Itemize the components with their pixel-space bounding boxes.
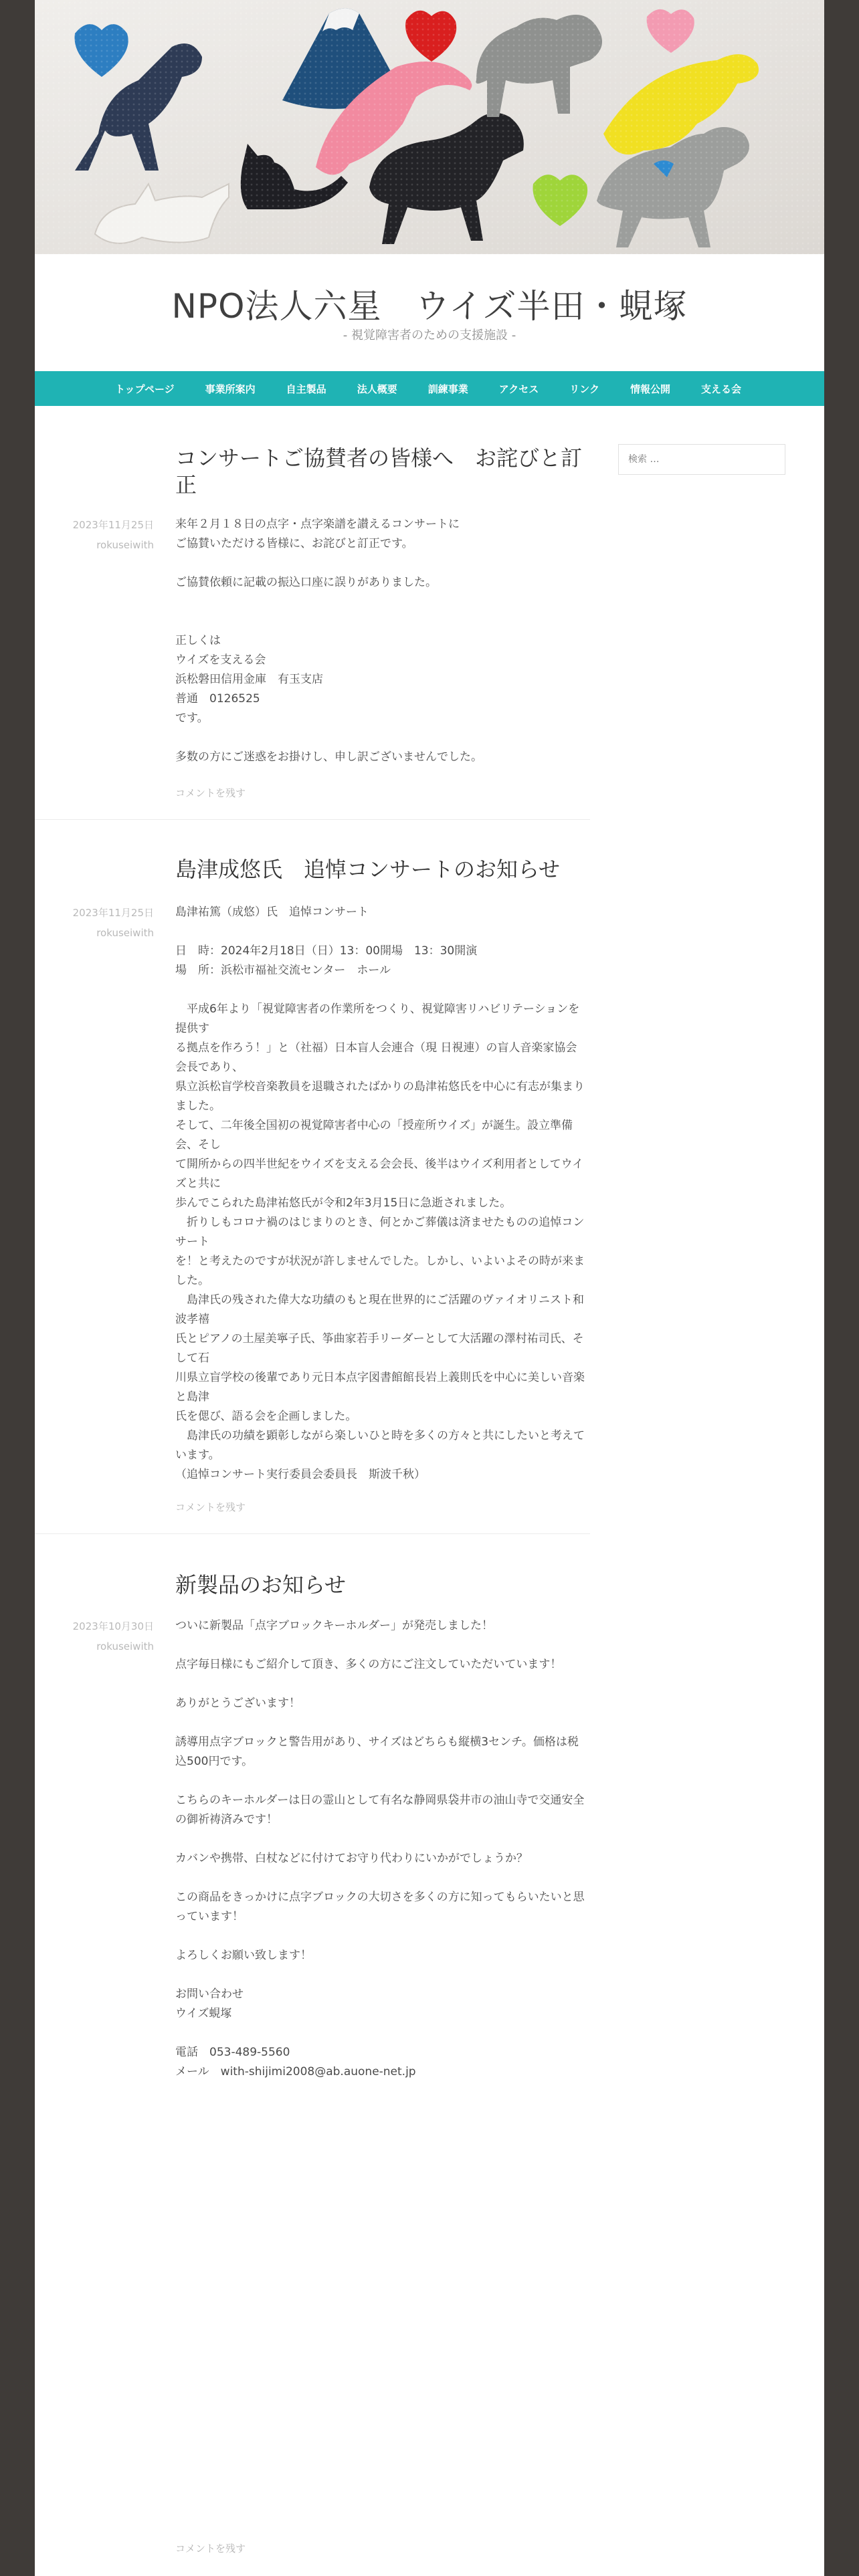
- post-paragraph: [175, 593, 587, 612]
- post-title[interactable]: 新製品のお知らせ: [175, 1572, 347, 1598]
- nav-item-office-guide[interactable]: 事業所案内: [205, 383, 256, 395]
- post-paragraph: 電話 053-489-5560: [175, 2046, 290, 2059]
- site-masthead: [35, 254, 824, 371]
- post-paragraph: カバンや携帯、白杖などに付けてお守り代わりにいかがでしょうか？: [175, 1852, 528, 1865]
- leave-comment-link[interactable]: コメントを残す: [175, 1501, 246, 1513]
- post-divider: [35, 1533, 590, 1534]
- post-paragraph: 川県立盲学校の後輩であり元日本点字図書館館長岩上義則氏を中心に美しい音楽と島津: [175, 1371, 585, 1404]
- post-paragraph: ウイズ蜆塚: [175, 2007, 232, 2020]
- post-paragraph: 点字毎日様にもご紹介して頂き、多くの方にご注文していただいています！: [175, 1658, 562, 1671]
- post-paragraph: 多数の方にご迷惑をお掛けし、申し訳ございませんでした。: [175, 750, 482, 764]
- post-paragraph: 折りしもコロナ禍のはじまりのとき、何とかご葬儀は済ませたものの追悼コンサート: [175, 1216, 585, 1249]
- post-paragraph: [175, 2024, 587, 2043]
- post-paragraph: 正しくは: [175, 634, 221, 647]
- post-content: [175, 903, 587, 1485]
- post-paragraph: る拠点を作ろう！」と（社福）日本盲人会連合（現 日視連）の盲人音楽家協会会長であり、: [175, 1041, 577, 1074]
- nav-item-disclosure[interactable]: 情報公開: [630, 383, 670, 395]
- nav-item-training[interactable]: 訓練事業: [427, 383, 468, 395]
- post-paragraph: 氏とピアノの土屋美寧子氏、筝曲家若手リーダーとして大活躍の澤村祐司氏、そして石: [175, 1332, 584, 1365]
- post-paragraph: [175, 728, 587, 748]
- post-paragraph: 日 時：2024年2月18日（日）13：00開場 13：30開演: [175, 944, 478, 958]
- post-title[interactable]: 島津成悠氏 追悼コンサートのお知らせ: [175, 857, 561, 882]
- post-meta: [35, 1616, 154, 1656]
- post-meta: [35, 515, 154, 555]
- post-paragraph: そして、二年後全国初の視覚障害者中心の「授産所ウイズ」が誕生。設立準備会、そし: [175, 1119, 573, 1152]
- post-paragraph: [175, 1927, 587, 1946]
- post-paragraph: 誘導用点字ブロックと警告用があり、サイズはどちらも縦横3センチ。価格は税込500円です。: [175, 1735, 579, 1768]
- post-content: [175, 515, 587, 767]
- post-paragraph: 島津氏の残された偉大な功績のもと現在世界的にご活躍のヴァイオリニスト和波孝禧: [175, 1293, 584, 1326]
- nav-menu: [115, 371, 741, 406]
- post-paragraph: こちらのキーホルダーは日の霊山として有名な静岡県袋井市の油山寺で交通安全の御祈祷済みです！: [175, 1794, 585, 1826]
- nav-item-supporters[interactable]: 支える会: [701, 383, 742, 395]
- nav-item-top[interactable]: トップページ: [115, 383, 175, 395]
- nav-item-links[interactable]: リンク: [569, 383, 599, 395]
- post-content: [175, 1616, 587, 2082]
- post-paragraph: 歩んでこられた島津祐悠氏が令和2年3月15日に急逝されました。: [175, 1196, 512, 1210]
- post-paragraph: です。: [175, 712, 209, 725]
- post-paragraph: [175, 1965, 587, 1985]
- post-paragraph: [175, 612, 587, 631]
- post-paragraph: ついに新製品「点字ブロックキーホルダー」が発売しました！: [175, 1619, 493, 1632]
- post-paragraph: [175, 1675, 587, 1694]
- post-paragraph: [175, 1868, 587, 1888]
- post-paragraph: 氏を偲び、語る会を企画しました。: [175, 1410, 357, 1423]
- site-title[interactable]: NPO法人六星 ウイズ半田・蜆塚: [171, 287, 688, 326]
- post-meta: [35, 903, 154, 943]
- post-paragraph: この商品をきっかけに点字ブロックの大切さを多くの方に知ってもらいたいと思っています！: [175, 1891, 585, 1923]
- post-date[interactable]: 2023年10月30日: [72, 1620, 154, 1632]
- post-paragraph: 来年２月１８日の点字・点字楽譜を讃えるコンサートに: [175, 518, 460, 531]
- leave-comment-link[interactable]: コメントを残す: [175, 787, 246, 799]
- post-paragraph: ご協賛依頼に記載の振込口座に誤りがありました。: [175, 576, 437, 589]
- banner-illustration: [35, 0, 824, 254]
- header-banner-image: [35, 0, 824, 254]
- post-paragraph: [175, 1772, 587, 1791]
- post-paragraph: [175, 1713, 587, 1733]
- post-divider: [35, 819, 590, 820]
- post-paragraph: [175, 1830, 587, 1849]
- post-paragraph: [175, 1636, 587, 1655]
- post-paragraph: ウイズを支える会: [175, 653, 266, 667]
- post-paragraph: て開所からの四半世紀をウイズを支える会会長、後半はウイズ利用者としてウイズと共に: [175, 1158, 584, 1190]
- post-paragraph: よろしくお願い致します！: [175, 1949, 312, 1962]
- post-paragraph: 平成6年より「視覚障害者の作業所をつくり、視覚障害リハビリテーションを提供す: [175, 1002, 580, 1035]
- post-paragraph: ありがとうございます！: [175, 1697, 300, 1710]
- leave-comment-link[interactable]: コメントを残す: [175, 2543, 246, 2555]
- post-author[interactable]: rokuseiwith: [96, 1640, 154, 1652]
- post-author[interactable]: rokuseiwith: [96, 539, 154, 551]
- page-container: [35, 0, 824, 2576]
- main-navigation: [35, 371, 824, 406]
- post-date[interactable]: 2023年11月25日: [72, 519, 154, 531]
- post-paragraph: ご協賛いただける皆様に、お詫びと訂正です。: [175, 537, 413, 550]
- nav-item-products[interactable]: 自主製品: [286, 383, 326, 395]
- post-date[interactable]: 2023年11月25日: [72, 907, 154, 919]
- post-paragraph: メール with-shijimi2008@ab.auone-net.jp: [175, 2065, 416, 2078]
- nav-item-corporate-overview[interactable]: 法人概要: [357, 383, 397, 395]
- post-paragraph: 島津氏の功績を顕彰しながら楽しいひと時を多くの方々と共にしたいと考えています。: [175, 1429, 585, 1462]
- site-description: - 視覚障害者のための支援施設 -: [343, 328, 516, 342]
- post-paragraph: [175, 980, 587, 1000]
- post-paragraph: 場 所：浜松市福祉交流センター ホール: [175, 964, 391, 977]
- post-paragraph: 浜松磐田信用金庫 有玉支店: [175, 673, 323, 686]
- post-paragraph: （追悼コンサート実行委員会委員長 斯波千秋）: [175, 1468, 425, 1481]
- post-paragraph: [175, 554, 587, 573]
- post-title[interactable]: コンサートご協賛者の皆様へ お詫びと訂正: [175, 445, 583, 498]
- post-paragraph: お問い合わせ: [175, 1988, 244, 2001]
- post-author[interactable]: rokuseiwith: [96, 927, 154, 939]
- post-paragraph: [175, 922, 587, 942]
- post-paragraph: 県立浜松盲学校音楽教員を退職されたばかりの島津祐悠氏を中心に有志が集まりました。: [175, 1080, 585, 1113]
- post-paragraph: 島津祐篤（成悠）氏 追悼コンサート: [175, 905, 369, 919]
- search-input[interactable]: [618, 444, 785, 475]
- nav-item-access[interactable]: アクセス: [498, 383, 539, 395]
- post-paragraph: 普通 0126525: [175, 692, 260, 706]
- post-paragraph: を！と考えたのですが状況が許しませんでした。しかし、いよいよその時が来ました。: [175, 1255, 585, 1287]
